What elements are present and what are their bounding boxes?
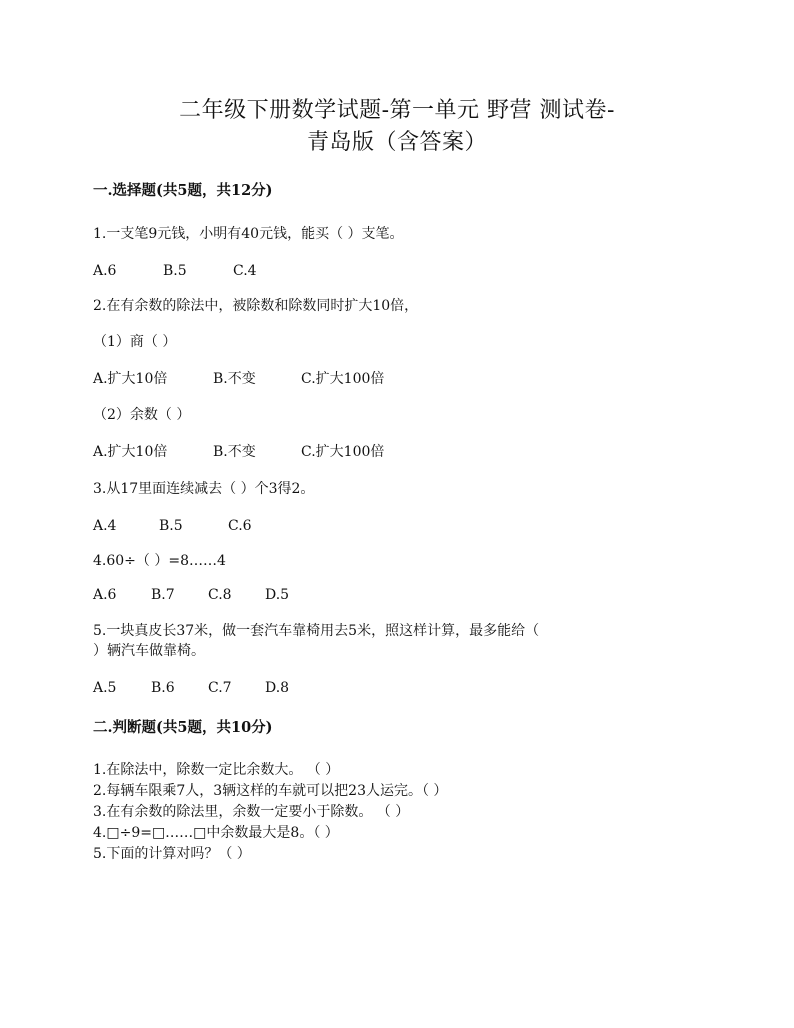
- question-5-text-line-1: 5.一块真皮长37米，做一套汽车靠椅用去5米，照这样计算，最多能给（: [93, 623, 540, 639]
- question-1-option-a: A.6: [93, 263, 117, 279]
- judgement-item-4: 4.□÷9=□……□中余数最大是8。（ ）: [93, 825, 339, 841]
- question-5-text-line-2: ）辆汽车做靠椅。: [93, 643, 205, 659]
- question-2-text: 2.在有余数的除法中，被除数和除数同时扩大10倍，: [93, 298, 419, 314]
- question-3-option-a: A.4: [93, 518, 117, 534]
- section-heading-choice: 一.选择题(共5题，共12分): [93, 182, 273, 199]
- question-2-sub-2-option-a: A.扩大10倍: [93, 444, 168, 460]
- question-5-option-c: C.7: [208, 680, 232, 696]
- question-2-sub-1-option-b: B.不变: [213, 371, 256, 387]
- question-5-option-a: A.5: [93, 680, 117, 696]
- question-2-sub-1-text: （1）商（ ）: [93, 334, 177, 350]
- question-2-sub-2-option-b: B.不变: [213, 444, 256, 460]
- question-3-option-b: B.5: [159, 518, 183, 534]
- question-1-option-b: B.5: [163, 263, 187, 279]
- question-2-sub-2-text: （2）余数（ ）: [93, 407, 191, 423]
- question-4-option-c: C.8: [208, 587, 232, 603]
- question-3-option-c: C.6: [228, 518, 252, 534]
- judgement-item-5: 5.下面的计算对吗？（ ）: [93, 846, 251, 862]
- question-1-option-c: C.4: [233, 263, 257, 279]
- judgement-item-1: 1.在除法中，除数一定比余数大。 （ ）: [93, 762, 340, 778]
- question-1-text: 1.一支笔9元钱，小明有40元钱，能买（ ）支笔。: [93, 226, 404, 242]
- question-4-option-d: D.5: [265, 587, 290, 603]
- question-5-option-d: D.8: [265, 680, 290, 696]
- question-2-sub-2-option-c: C.扩大100倍: [301, 444, 385, 460]
- document-title-line-1: 二年级下册数学试题-第一单元 野营 测试卷-: [179, 98, 615, 123]
- judgement-item-3: 3.在有余数的除法里，余数一定要小于除数。 （ ）: [93, 804, 410, 820]
- question-4-option-a: A.6: [93, 587, 117, 603]
- question-2-sub-1-option-a: A.扩大10倍: [93, 371, 168, 387]
- judgement-item-2: 2.每辆车限乘7人，3辆这样的车就可以把23人运完。（ ）: [93, 783, 448, 799]
- question-3-text: 3.从17里面连续减去（ ）个3得2。: [93, 481, 315, 497]
- question-4-option-b: B.7: [151, 587, 175, 603]
- document-title-line-2: 青岛版（含答案）: [306, 130, 487, 155]
- question-5-option-b: B.6: [151, 680, 175, 696]
- question-4-text: 4.60÷（ ）=8……4: [93, 553, 226, 569]
- question-2-sub-1-option-c: C.扩大100倍: [301, 371, 385, 387]
- section-heading-judgement: 二.判断题(共5题，共10分): [93, 719, 273, 736]
